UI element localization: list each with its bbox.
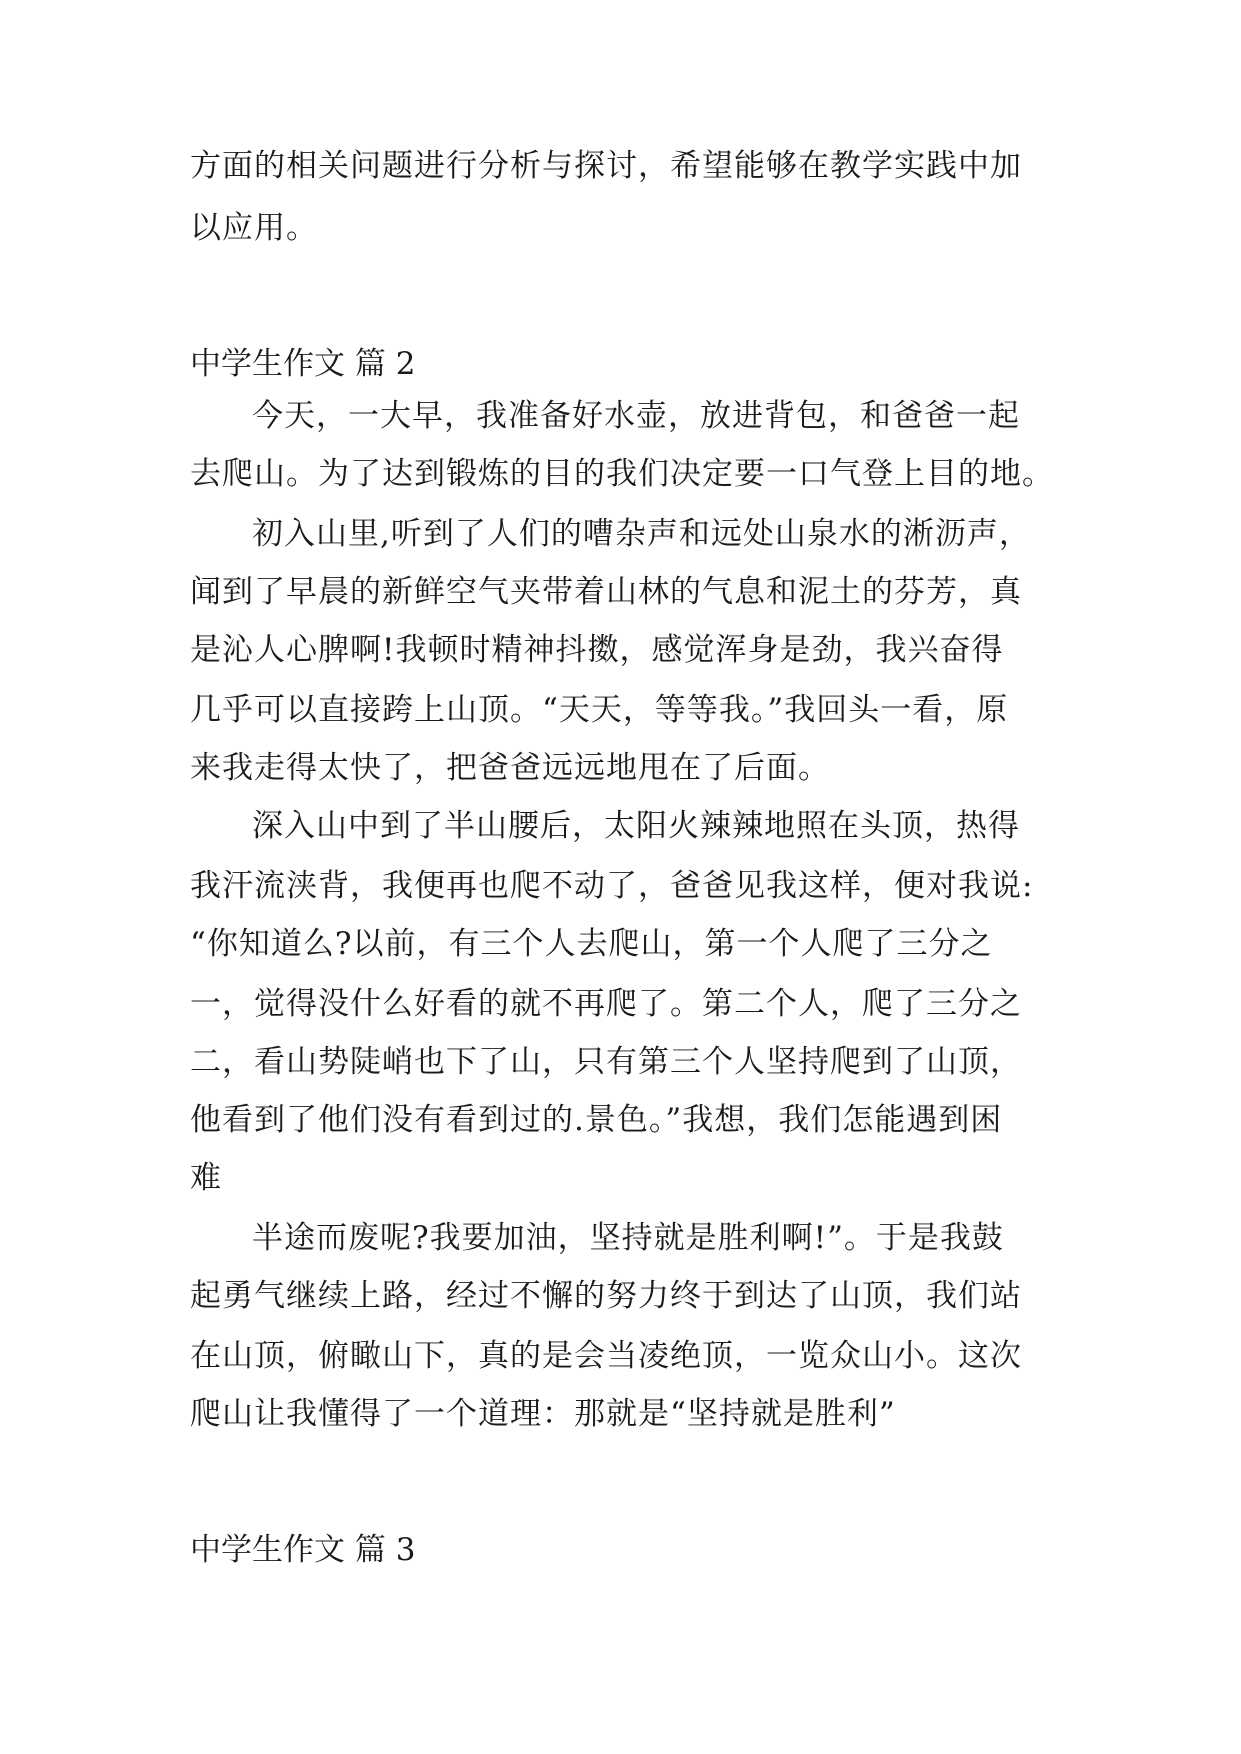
paragraph-line: 去爬山。为了达到锻炼的目的我们决定要一口气登上目的地。 (190, 456, 1054, 492)
paragraph-line: 一，觉得没什么好看的就不再爬了。第二个人，爬了三分之 (190, 986, 1022, 1022)
paragraph-line: 起勇气继续上路，经过不懈的努力终于到达了山顶，我们站 (190, 1278, 1022, 1314)
paragraph-line: 初入山里,听到了人们的嘈杂声和远处山泉水的淅沥声， (252, 516, 1031, 552)
paragraph-line: 来我走得太快了，把爸爸远远地甩在了后面。 (190, 750, 830, 786)
intro-line: 以应用。 (190, 210, 318, 246)
paragraph-line: 闻到了早晨的新鲜空气夹带着山林的气息和泥土的芬芳，真 (190, 574, 1022, 610)
paragraph-line: 几乎可以直接跨上山顶。“天天，等等我。”我回头一看，原 (190, 692, 1009, 728)
paragraph-line: 半途而废呢?我要加油，坚持就是胜利啊!”。于是我鼓 (252, 1220, 1004, 1256)
paragraph-line: 难 (190, 1160, 222, 1196)
paragraph-line: 我汗流浃背，我便再也爬不动了，爸爸见我这样，便对我说: (190, 868, 1034, 904)
paragraph-line: 是沁人心脾啊!我顿时精神抖擞，感觉浑身是劲，我兴奋得 (190, 632, 1004, 668)
essay-heading: 中学生作文 篇 3 (190, 1532, 416, 1568)
essay-heading: 中学生作文 篇 2 (190, 346, 416, 382)
paragraph-line: 爬山让我懂得了一个道理：那就是“坚持就是胜利” (190, 1396, 896, 1432)
paragraph-line: 在山顶，俯瞰山下，真的是会当凌绝顶，一览众山小。这次 (190, 1338, 1022, 1374)
intro-line: 方面的相关问题进行分析与探讨，希望能够在教学实践中加 (190, 148, 1022, 184)
paragraph-line: 今天，一大早，我准备好水壶，放进背包，和爸爸一起 (252, 398, 1020, 434)
paragraph-line: 他看到了他们没有看到过的.景色。”我想，我们怎能遇到困 (190, 1102, 1003, 1138)
paragraph-line: 二，看山势陡峭也下了山，只有第三个人坚持爬到了山顶， (190, 1044, 1022, 1080)
paragraph-line: 深入山中到了半山腰后，太阳火辣辣地照在头顶，热得 (252, 808, 1020, 844)
paragraph-line: “你知道么?以前，有三个人去爬山，第一个人爬了三分之 (190, 926, 993, 962)
